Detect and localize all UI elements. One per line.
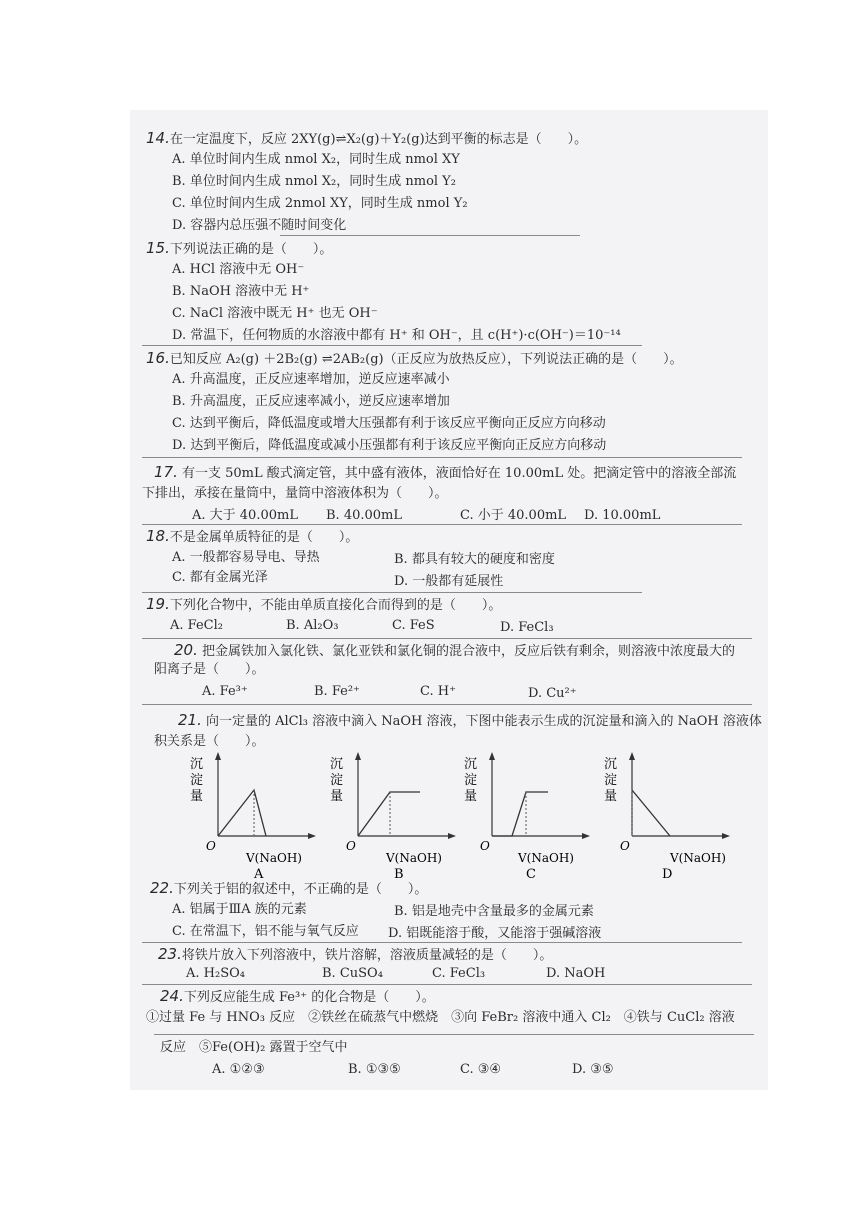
option-a: A. 升高温度，正反应速率增加，逆反应速率减小 — [172, 372, 450, 387]
question-stem-continued: 阳离子是（ ）。 — [154, 662, 265, 677]
graph-ylabel-char: 淀 — [604, 773, 618, 788]
question-22 — [150, 880, 427, 898]
option-b: B. 都具有较大的硬度和密度 — [394, 552, 555, 567]
y-axis-arrow — [215, 752, 221, 760]
graph-ylabel-char: 沉 — [190, 757, 204, 772]
option-a: A. H₂SO₄ — [186, 966, 245, 981]
question-21 — [178, 712, 762, 730]
option-d: D. 一般都有延展性 — [394, 574, 504, 589]
y-axis-arrow — [629, 752, 635, 760]
question-stem-continued: 下排出，承接在量筒中，量筒中溶液体积为（ ）。 — [142, 486, 448, 501]
x-axis-label: V(NaOH) — [246, 851, 302, 865]
option-c: C. NaCl 溶液中既无 H⁺ 也无 OH⁻ — [172, 306, 378, 321]
option-b: B. CuSO₄ — [322, 966, 383, 981]
option-c: C. 达到平衡后，降低温度或增大压强都有利于该反应平衡向正反应方向移动 — [172, 416, 606, 431]
section-divider — [142, 457, 742, 458]
option-b: B. NaOH 溶液中无 H⁺ — [172, 284, 310, 299]
x-axis-arrow — [722, 833, 730, 839]
graph-letter: A — [254, 867, 264, 880]
question-number: 23. — [158, 945, 182, 963]
question-24 — [160, 988, 435, 1006]
question-stem-continued: 反应 ⑤Fe(OH)₂ 露置于空气中 — [160, 1040, 348, 1055]
option-c: C. ③④ — [460, 1062, 502, 1077]
option-b: B. 40.00mL — [326, 508, 402, 523]
question-stem: 把金属铁加入氯化铁、氯化亚铁和氯化铜的混合液中，反应后铁有剩余，则溶液中浓度最大的 — [202, 644, 736, 659]
graph-letter: D — [662, 867, 673, 880]
question-stem-continued: 积关系是（ ）。 — [154, 734, 265, 749]
question-14 — [146, 130, 587, 148]
question-20 — [174, 642, 735, 660]
option-d: D. FeCl₃ — [500, 620, 554, 635]
graph-ylabel-char: 沉 — [604, 757, 618, 772]
question-stem: 下列说法正确的是（ ）。 — [169, 242, 333, 257]
section-divider — [142, 984, 752, 985]
question-23 — [158, 946, 552, 964]
graph-ylabel-char: 量 — [330, 789, 344, 804]
graph-ylabel-char: 沉 — [330, 757, 344, 772]
option-a: A. 铝属于ⅢA 族的元素 — [172, 902, 307, 917]
option-c: C. FeS — [392, 618, 435, 633]
option-c: C. 都有金属光泽 — [172, 570, 268, 585]
question-stem: 有一支 50mL 酸式滴定管，其中盛有液体，液面恰好在 10.00mL 处。把滴定管中的溶液全部流 — [182, 466, 737, 481]
question-stem: 在一定温度下，反应 2XY(g)⇌X₂(g)＋Y₂(g)达到平衡的标志是（ ）。 — [169, 132, 588, 147]
x-axis-label: V(NaOH) — [670, 851, 726, 865]
option-a: A. 一般都容易导电、导热 — [172, 550, 320, 565]
option-d: D. 容器内总压强不随时间变化 — [172, 218, 347, 233]
question-stem: 下列化合物中，不能由单质直接化合而得到的是（ ）。 — [169, 598, 502, 613]
question-15 — [146, 240, 332, 258]
option-c: C. FeCl₃ — [432, 966, 486, 981]
option-b: B. Al₂O₃ — [286, 618, 339, 633]
origin-label: O — [206, 839, 216, 853]
question-stem: 将铁片放入下列溶液中，铁片溶解，溶液质量减轻的是（ ）。 — [181, 948, 553, 963]
option-d: D. NaOH — [546, 966, 606, 981]
option-a: A. HCl 溶液中无 OH⁻ — [172, 262, 305, 277]
question-number: 14. — [146, 129, 170, 147]
question-17 — [154, 464, 736, 482]
option-a: A. Fe³⁺ — [202, 684, 248, 699]
option-d: D. 常温下，任何物质的水溶液中都有 H⁺ 和 OH⁻，且 c(H⁺)·c(OH⁻)＝10⁻¹⁴ — [172, 328, 621, 343]
question-stem: 向一定量的 AlCl₃ 溶液中滴入 NaOH 溶液，下图中能表示生成的沉淀量和滴入的 NaOH 溶液体 — [206, 714, 762, 729]
section-divider — [142, 345, 642, 346]
option-b: B. 铝是地壳中含量最多的金属元素 — [394, 904, 594, 919]
question-18 — [146, 528, 358, 546]
option-d: D. 10.00mL — [584, 508, 661, 523]
option-b: B. 单位时间内生成 nmol X₂，同时生成 nmol Y₂ — [172, 174, 456, 189]
option-a: A. ①②③ — [212, 1062, 265, 1077]
question-16 — [146, 350, 683, 368]
question-number: 17. — [154, 463, 178, 481]
question-number: 19. — [146, 595, 170, 613]
section-divider — [142, 638, 752, 639]
section-divider — [142, 942, 742, 943]
question-number: 24. — [160, 987, 184, 1005]
option-d: D. ③⑤ — [572, 1062, 614, 1077]
question-stem: 不是金属单质特征的是（ ）。 — [169, 530, 359, 545]
curve — [632, 790, 670, 836]
curve — [218, 790, 266, 836]
graph-letter: B — [394, 867, 404, 880]
option-c: C. 小于 40.00mL — [460, 508, 567, 523]
option-c: C. 单位时间内生成 2nmol XY，同时生成 nmol Y₂ — [172, 196, 468, 211]
section-divider — [142, 704, 752, 705]
graph-c — [460, 750, 600, 880]
option-b: B. Fe²⁺ — [314, 684, 360, 699]
x-axis-arrow — [582, 833, 590, 839]
graph-ylabel-char: 沉 — [464, 757, 478, 772]
section-divider — [154, 1034, 754, 1035]
graph-ylabel-char: 量 — [464, 789, 478, 804]
option-b: B. ①③⑤ — [348, 1062, 401, 1077]
section-divider — [142, 524, 742, 525]
graph-letter: C — [526, 867, 536, 880]
option-d: D. 达到平衡后，降低温度或减小压强都有利于该反应平衡向正反应方向移动 — [172, 438, 607, 453]
x-axis-label: V(NaOH) — [518, 851, 574, 865]
graph-ylabel-char: 淀 — [330, 773, 344, 788]
question-number: 22. — [150, 879, 174, 897]
pencil-underline — [280, 235, 580, 236]
question-stem: 下列关于铝的叙述中，不正确的是（ ）。 — [173, 882, 428, 897]
x-axis-label: V(NaOH) — [386, 851, 442, 865]
question-stem-continued: ①过量 Fe 与 HNO₃ 反应 ②铁丝在硫蒸气中燃烧 ③向 FeBr₂ 溶液中通入 Cl₂ ④铁与 CuCl₂ 溶液 — [146, 1010, 735, 1025]
x-axis-arrow — [448, 833, 456, 839]
origin-label: O — [346, 839, 356, 853]
y-axis-arrow — [355, 752, 361, 760]
option-d: D. 铝既能溶于酸，又能溶于强碱溶液 — [388, 926, 602, 941]
x-axis-arrow — [308, 833, 316, 839]
graph-d — [600, 750, 750, 880]
graph-b — [326, 750, 466, 880]
option-a: A. 大于 40.00mL — [192, 508, 298, 523]
graph-ylabel-char: 淀 — [464, 773, 478, 788]
option-c: C. H⁺ — [420, 684, 456, 699]
question-number: 16. — [146, 349, 170, 367]
curve — [358, 792, 420, 836]
section-divider — [142, 592, 642, 593]
graph-ylabel-char: 淀 — [190, 773, 204, 788]
question-stem: 下列反应能生成 Fe³⁺ 的化合物是（ ）。 — [183, 990, 435, 1005]
option-b: B. 升高温度，正反应速率减小，逆反应速率增加 — [172, 394, 450, 409]
option-a: A. 单位时间内生成 nmol X₂，同时生成 nmol XY — [172, 152, 460, 167]
curve — [492, 792, 548, 836]
question-number: 18. — [146, 527, 170, 545]
graph-ylabel-char: 量 — [604, 789, 618, 804]
question-number: 21. — [178, 711, 202, 729]
graph-ylabel-char: 量 — [190, 789, 204, 804]
origin-label: O — [480, 839, 490, 853]
question-stem: 已知反应 A₂(g) ＋2B₂(g) ⇌2AB₂(g)（正反应为放热反应），下列说法正确的是（ ）。 — [169, 352, 683, 367]
graph-a — [186, 750, 326, 880]
scanned-exam-page — [130, 110, 768, 1090]
option-c: C. 在常温下，铝不能与氧气反应 — [172, 924, 359, 939]
origin-label: O — [620, 839, 630, 853]
question-number: 15. — [146, 239, 170, 257]
question-number: 20. — [174, 641, 198, 659]
option-d: D. Cu²⁺ — [528, 686, 577, 701]
y-axis-arrow — [489, 752, 495, 760]
option-a: A. FeCl₂ — [170, 618, 223, 633]
question-19 — [146, 596, 501, 614]
